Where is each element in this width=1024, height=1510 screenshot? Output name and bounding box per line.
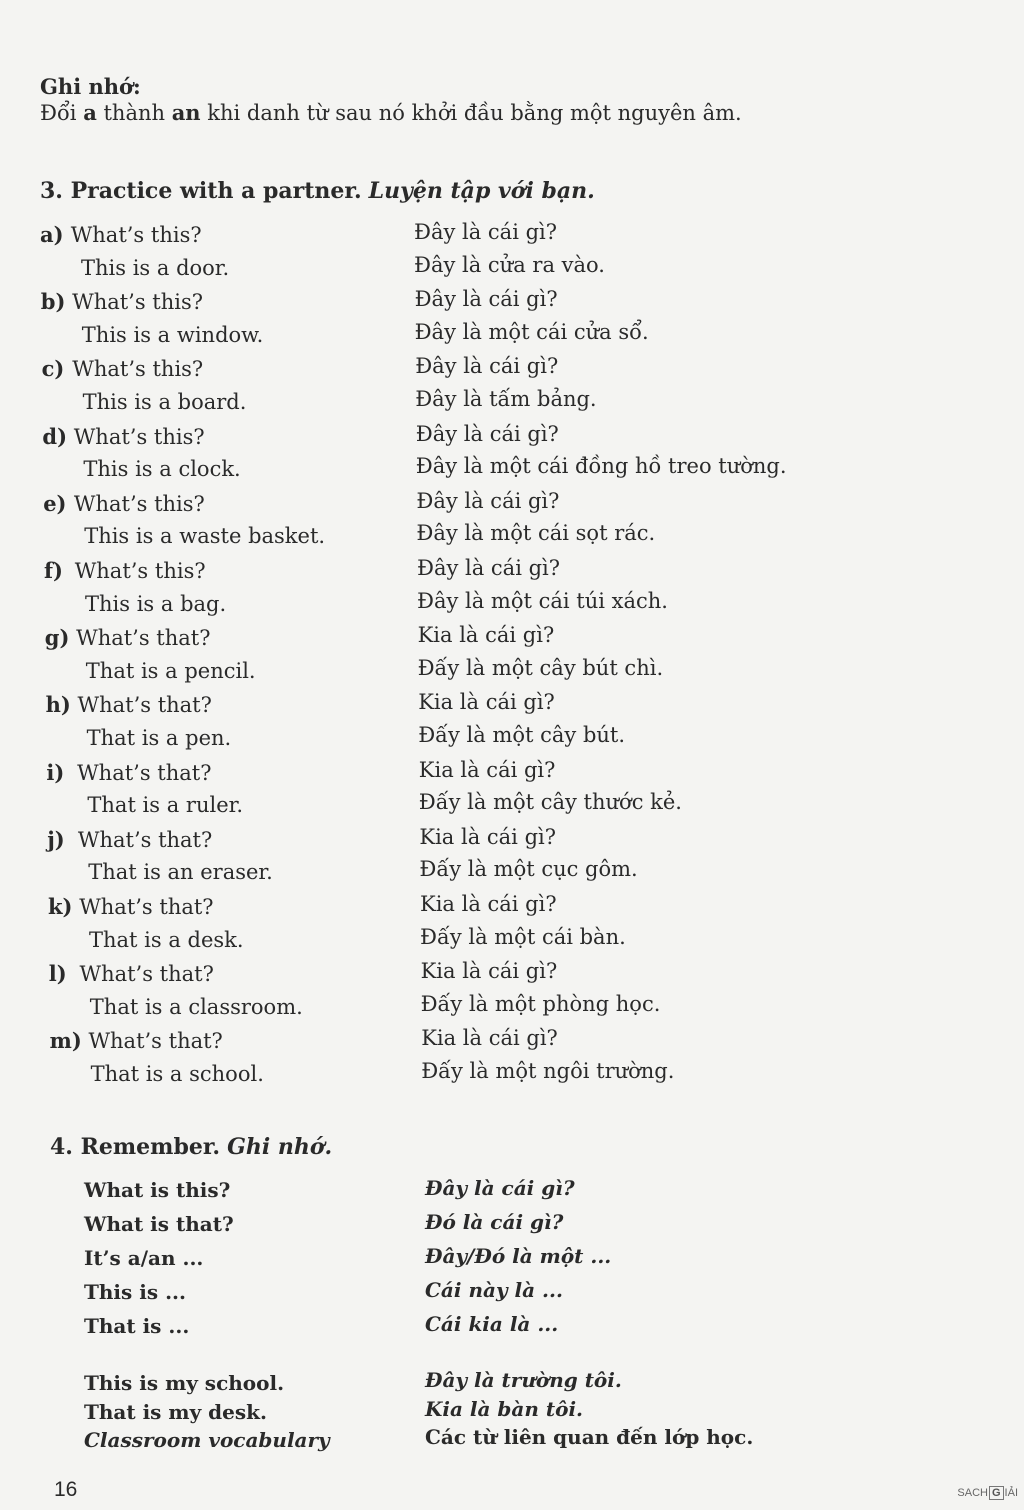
practice-answer: This is a bag. (85, 591, 227, 616)
question-text: What’s that? (79, 962, 214, 987)
question-text: What’s that? (76, 626, 211, 651)
remember-en: This is ... (84, 1280, 186, 1304)
remember-example-vi: Đây là trường tôi. (425, 1368, 622, 1392)
practice-label: l) (48, 961, 67, 987)
practice-label: j) (47, 826, 65, 852)
remember-example-en: Classroom vocabulary (84, 1428, 330, 1452)
practice-answer-vi: Đây là một cái đồng hồ treo tường. (415, 454, 787, 479)
remember-example-en: This is my school. (84, 1371, 285, 1395)
practice-question (45, 625, 211, 650)
remember-vi: Đó là cái gì? (425, 1210, 564, 1234)
practice-label: i) (46, 759, 65, 785)
note-title: Ghi nhớ: (40, 74, 141, 99)
practice-label: k) (48, 894, 73, 919)
question-text: What’s this? (72, 357, 204, 382)
practice-question (46, 692, 212, 717)
practice-answer-vi: Đây là một cái cửa sổ. (414, 319, 649, 344)
practice-answer: That is a school. (90, 1062, 264, 1086)
practice-answer: That is a pen. (86, 726, 232, 750)
practice-question-vi: Kia là cái gì? (419, 824, 556, 849)
question-text: What’s this? (73, 424, 205, 449)
practice-label: m) (49, 1028, 82, 1054)
practice-question-vi: Kia là cái gì? (417, 623, 555, 648)
practice-answer: That is an eraser. (88, 860, 273, 885)
remember-en: It’s a/an ... (84, 1246, 204, 1270)
practice-answer: This is a clock. (83, 457, 241, 482)
practice-label: g) (44, 625, 70, 651)
practice-question (40, 222, 202, 247)
practice-answer-vi: Đấy là một cây bút chì. (417, 655, 664, 680)
practice-answer: That is a ruler. (87, 793, 244, 818)
practice-label: h) (45, 692, 71, 718)
practice-question-vi: Đây là cái gì? (416, 488, 560, 513)
question-text: What’s this? (70, 223, 202, 247)
practice-answer: That is a classroom. (89, 994, 303, 1019)
practice-label: b) (40, 289, 66, 315)
section-3-heading: 3. Practice with a partner. Luyện tập với bạn. (40, 178, 595, 204)
practice-question-vi: Kia là cái gì? (418, 757, 556, 782)
practice-answer-vi: Đấy là một ngôi trường. (421, 1059, 675, 1083)
practice-label: d) (42, 423, 68, 449)
practice-question (42, 424, 204, 449)
note-text: Đổi a thành an khi danh từ sau nó khởi đầu bằng một nguyên âm. (40, 100, 742, 125)
practice-question-vi: Kia là cái gì? (420, 892, 557, 916)
practice-question (44, 558, 206, 583)
question-text: What’s that? (77, 760, 212, 785)
practice-question (49, 961, 214, 986)
question-text: What’s that? (77, 827, 213, 852)
practice-question (48, 894, 214, 919)
practice-question (46, 760, 211, 785)
practice-answer-vi: Đấy là một phòng học. (420, 991, 661, 1016)
practice-answer-vi: Đấy là một cái bàn. (420, 924, 626, 949)
practice-question-vi: Đây là cái gì? (415, 354, 559, 379)
practice-answer-vi: Đấy là một cây bút. (418, 723, 626, 747)
practice-question-vi: Kia là cái gì? (421, 1026, 558, 1051)
remember-vi: Cái này là ... (425, 1278, 563, 1302)
practice-question (41, 289, 203, 314)
practice-answer: That is a desk. (89, 927, 244, 952)
brand-watermark: SACH G IẢI (957, 1487, 1018, 1499)
practice-label: e) (43, 490, 67, 516)
practice-question-vi: Đây là cái gì? (417, 556, 561, 580)
practice-question (47, 827, 212, 852)
question-text: What’s this? (74, 559, 206, 583)
practice-answer-vi: Đấy là một cục gôm. (419, 857, 638, 882)
practice-question-vi: Kia là cái gì? (418, 690, 555, 715)
practice-question (43, 491, 205, 516)
page-number: 16 (54, 1478, 78, 1501)
practice-label: f) (44, 558, 63, 583)
remember-example-vi: Các từ liên quan đến lớp học. (425, 1425, 754, 1449)
question-text: What’s this? (73, 491, 205, 516)
question-text: What’s this? (72, 290, 204, 315)
practice-answer: That is a pencil. (85, 658, 256, 683)
practice-answer-vi: Đấy là một cây thước kẻ. (418, 790, 682, 815)
practice-question-vi: Đây là cái gì? (415, 421, 559, 446)
remember-example-vi: Kia là bàn tôi. (425, 1397, 584, 1421)
practice-question (50, 1028, 223, 1053)
practice-question-vi: Đây là cái gì? (414, 287, 558, 312)
section-4-heading: 4. Remember. Ghi nhớ. (50, 1134, 333, 1160)
practice-answer-vi: Đây là tấm bảng. (415, 387, 597, 411)
remember-en: What is that? (84, 1212, 234, 1236)
practice-answer-vi: Đây là cửa ra vào. (414, 252, 605, 277)
question-text: What’s that? (88, 1029, 223, 1054)
practice-answer: This is a window. (81, 322, 264, 347)
question-text: What’s that? (77, 693, 212, 718)
remember-vi: Cái kia là ... (425, 1312, 559, 1336)
practice-question-vi: Kia là cái gì? (420, 959, 558, 984)
practice-label: c) (41, 356, 65, 382)
question-text: What’s that? (79, 895, 214, 919)
practice-question (42, 356, 204, 381)
practice-answer-vi: Đây là một cái sọt rác. (416, 521, 656, 546)
practice-answer-vi: Đây là một cái túi xách. (417, 588, 668, 613)
practice-label: a) (40, 222, 64, 247)
practice-answer: This is a door. (81, 255, 230, 280)
remember-vi: Đây/Đó là một ... (425, 1244, 612, 1268)
remember-en: That is ... (84, 1314, 190, 1338)
remember-example-en: That is my desk. (84, 1400, 267, 1424)
remember-vi: Đây là cái gì? (425, 1176, 575, 1200)
practice-answer: This is a board. (82, 390, 247, 414)
practice-answer: This is a waste basket. (84, 524, 326, 549)
practice-question-vi: Đây là cái gì? (414, 220, 558, 244)
remember-en: What is this? (84, 1178, 231, 1202)
